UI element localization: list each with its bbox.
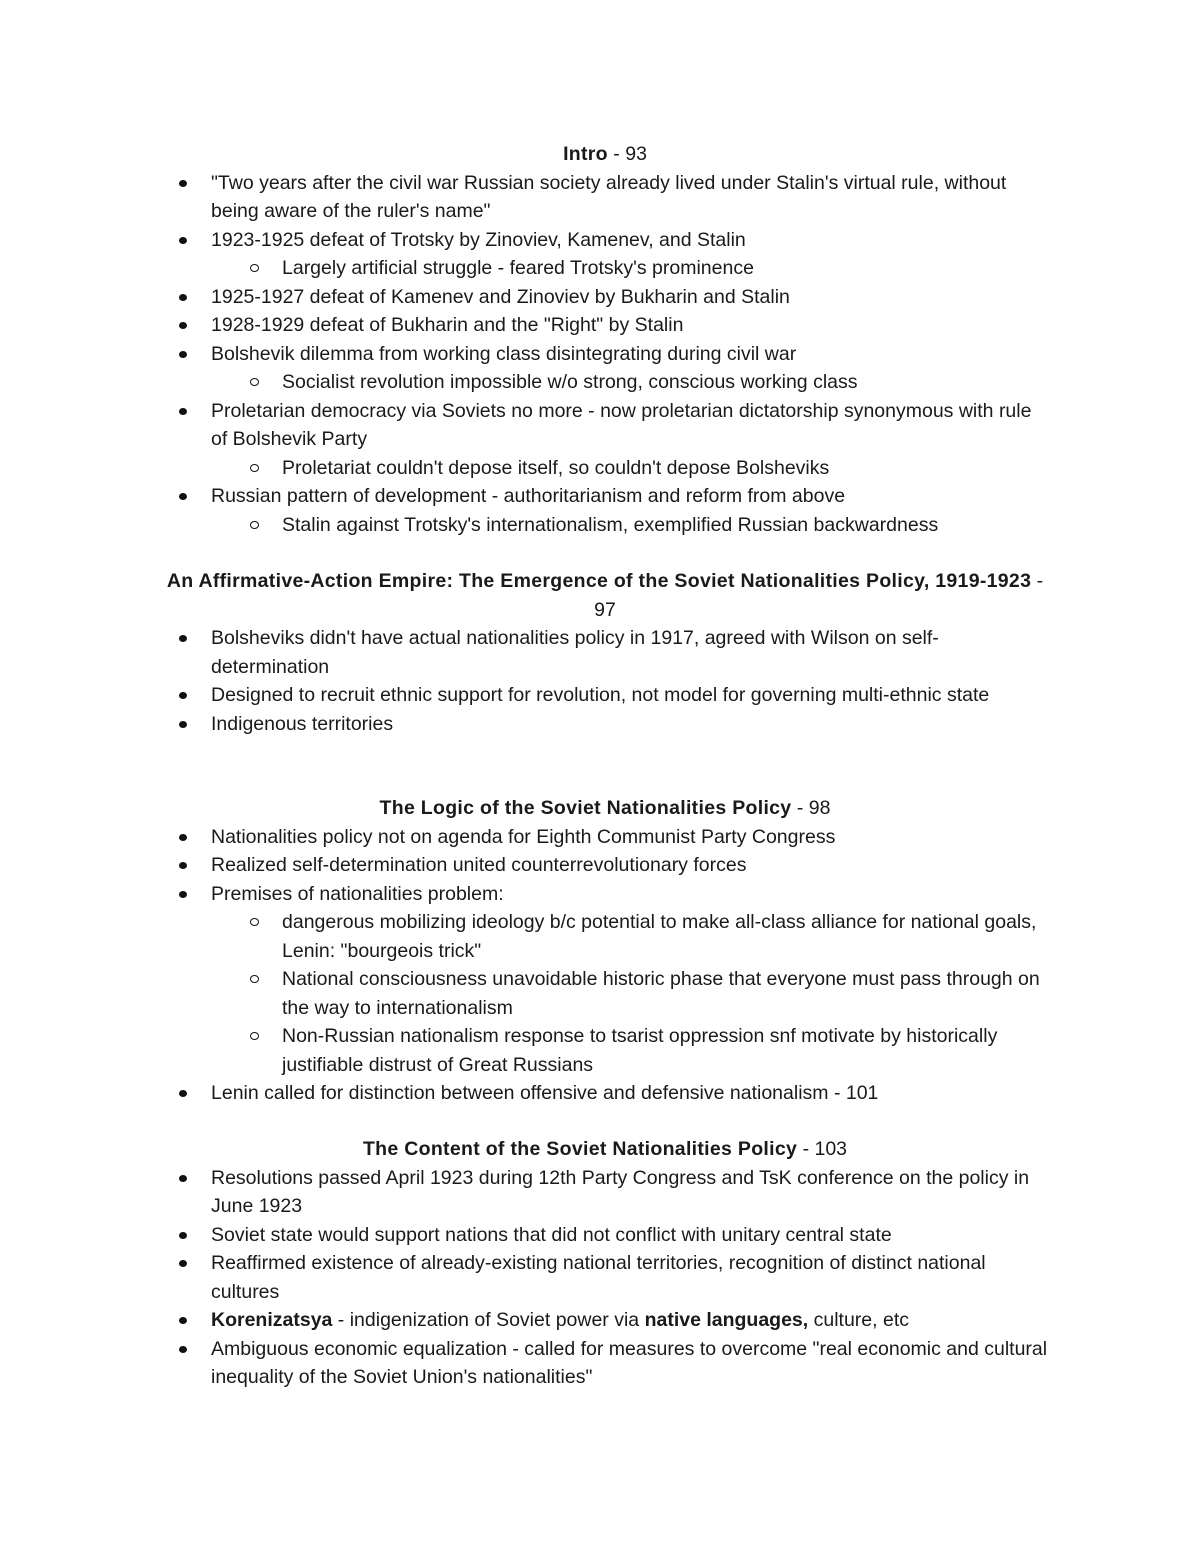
list-item: [160, 1335, 1050, 1392]
sub-list-item: Socialist revolution impossible w/o strong, conscious working class: [160, 368, 1050, 397]
sub-list-item: Stalin against Trotsky's internationalism, exemplified Russian backwardness: [160, 511, 1050, 540]
item-text: Soviet state would support nations that did not conflict with unitary central state: [211, 1223, 892, 1246]
list-item: [160, 397, 1050, 483]
section-heading: [160, 140, 1050, 169]
heading-title: The Content of the Soviet Nationalities Policy: [362, 1138, 798, 1160]
heading-page-ref: - 103: [797, 1138, 848, 1160]
list-item: [160, 1164, 1050, 1221]
item-text: Realized self-determination united counterrevolutionary forces: [211, 854, 747, 876]
item-text: Proletarian democracy via Soviets no more - now proletarian dictatorship synonymous with rule of Bolshevik Party: [211, 399, 1032, 450]
heading-page-ref: - 93: [607, 143, 647, 165]
section-heading: [160, 794, 1050, 823]
list-item: [160, 482, 1050, 539]
sub-list: [211, 511, 1050, 540]
list-item: [160, 226, 1050, 283]
heading-title: The Logic of the Soviet Nationalities Policy: [379, 797, 792, 819]
list-item: [160, 624, 1050, 681]
item-text: Premises of nationalities problem:: [211, 882, 504, 905]
bullet-list: [160, 624, 1050, 738]
sub-list-item: Non-Russian nationalism response to tsarist oppression snf motivate by historically justifiable distrust of Great Russians: [160, 1022, 1050, 1079]
item-text-part: culture, etc: [808, 1309, 909, 1331]
item-text: Russian pattern of development - authoritarianism and reform from above: [211, 485, 846, 507]
section-heading: [160, 567, 1050, 624]
list-item: [160, 681, 1050, 710]
item-text: Bolshevik dilemma from working class disintegrating during civil war: [211, 342, 797, 365]
sub-list: [211, 908, 1050, 1079]
item-text: Bolsheviks didn't have actual nationalities policy in 1917, agreed with Wilson on self-determination: [211, 627, 939, 678]
section-content: [160, 1135, 1050, 1392]
list-item: [160, 851, 1050, 880]
item-text: Indigenous territories: [211, 712, 394, 735]
item-text: Lenin called for distinction between offensive and defensive nationalism - 101: [211, 1082, 879, 1104]
list-item: [160, 340, 1050, 397]
section-intro: [160, 140, 1050, 539]
section-affirmative-action-empire: [160, 567, 1050, 738]
list-item: [160, 169, 1050, 226]
list-item: [160, 283, 1050, 312]
item-text: Resolutions passed April 1923 during 12th Party Congress and TsK conference on the policy in June 1923: [211, 1166, 1030, 1217]
bullet-list: [160, 169, 1050, 540]
list-item: [160, 311, 1050, 340]
sub-list-item: dangerous mobilizing ideology b/c potential to make all-class alliance for national goals, Lenin: "bourgeois trick": [160, 908, 1050, 965]
list-item: [160, 1079, 1050, 1108]
item-text: Nationalities policy not on agenda for Eighth Communist Party Congress: [211, 825, 836, 848]
sub-list: [211, 368, 1050, 397]
sub-list-item: National consciousness unavoidable historic phase that everyone must pass through on the way to internationalism: [160, 965, 1050, 1022]
sub-list: [211, 254, 1050, 283]
list-item: [160, 1249, 1050, 1306]
item-text: 1923-1925 defeat of Trotsky by Zinoviev, Kamenev, and Stalin: [211, 228, 746, 251]
item-text-part: - indigenization of Soviet power via: [332, 1309, 645, 1331]
sub-list-item: Largely artificial struggle - feared Trotsky's prominence: [160, 254, 1050, 283]
list-item: [160, 823, 1050, 852]
term-korenizatsya: Korenizatsya: [211, 1309, 333, 1331]
list-item: [160, 1306, 1050, 1335]
heading-title: An Affirmative-Action Empire: The Emergence of the Soviet Nationalities Policy, 1919-1923: [166, 570, 1032, 592]
heading-page-ref: - 97: [594, 570, 1044, 621]
item-text: Reaffirmed existence of already-existing national territories, recognition of distinct national cultures: [211, 1252, 986, 1303]
section-heading: [160, 1135, 1050, 1164]
item-text: Ambiguous economic equalization - called for measures to overcome "real economic and cultural inequality of the Soviet Union's nationalities": [211, 1337, 1048, 1388]
item-text: "Two years after the civil war Russian society already lived under Stalin's virtual rule, without being aware of the ruler's name": [211, 171, 1007, 222]
sub-list-item: Proletariat couldn't depose itself, so couldn't depose Bolsheviks: [160, 454, 1050, 483]
heading-title: Intro: [563, 143, 608, 165]
bullet-list: [160, 823, 1050, 1108]
item-text: 1928-1929 defeat of Bukharin and the "Right" by Stalin: [211, 314, 684, 336]
list-item: [160, 710, 1050, 739]
section-logic: [160, 794, 1050, 1108]
bullet-list: [160, 1164, 1050, 1392]
term-native-languages: native languages,: [644, 1309, 809, 1331]
list-item: [160, 1221, 1050, 1250]
item-text: 1925-1927 defeat of Kamenev and Zinoviev by Bukharin and Stalin: [211, 285, 790, 308]
item-text: [211, 1309, 909, 1331]
sub-list: [211, 454, 1050, 483]
heading-page-ref: - 98: [791, 797, 831, 819]
list-item: [160, 880, 1050, 1080]
item-text: Designed to recruit ethnic support for revolution, not model for governing multi-ethnic state: [211, 684, 990, 706]
